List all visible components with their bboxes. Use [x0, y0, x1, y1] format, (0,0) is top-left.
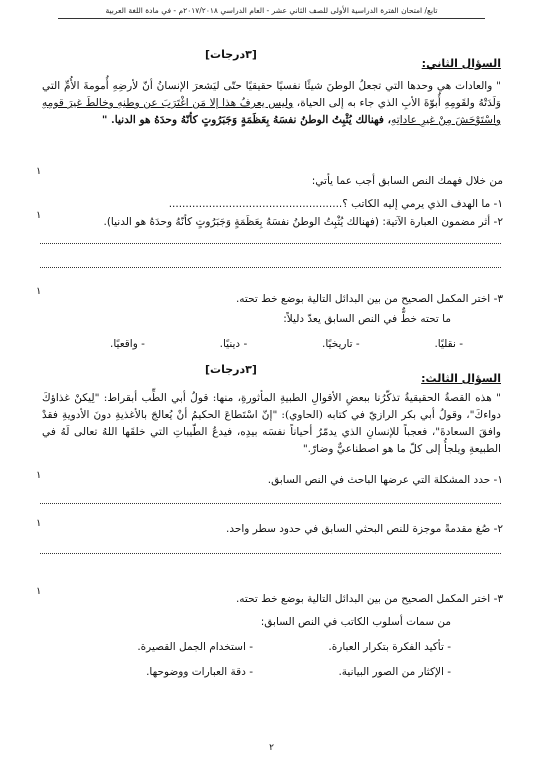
question-2-options	[110, 338, 463, 350]
question-2-item-3: ٣- اختر المكمل الصحيح من بين البدائل التالية بوضع خط تحته.	[235, 293, 503, 305]
item-1-mark: ١	[36, 166, 42, 177]
passage-2-underlined: وليس يعرفُ هذا إلا مَن اغْتَرَبَ عن وطنِهِ وخالطَ غيرَ قومِهِ واسْتَوْحَشَ مِنْ غيرِ عاداتِهِ	[42, 97, 501, 126]
question-2-passage	[42, 78, 501, 129]
page-number: ٢	[269, 743, 274, 753]
header-divider	[58, 18, 485, 19]
question-3-item-1: ١- حدد المشكلة التي عرضها الباحث في النص السابق.	[267, 474, 503, 486]
question-3-item-3-stem: من سمات أسلوب الكاتب في النص السابق:	[260, 616, 451, 628]
question-2-title: السؤال الثاني:	[421, 57, 501, 70]
question-3-title: السؤال الثالث:	[421, 372, 501, 385]
exam-header: تابع/ امتحان الفترة الدراسية الأولى للصف الثاني عشر - العام الدراسي ٢٠١٧/٢٠١٨م - في مادة اللغة العربية	[105, 6, 438, 15]
item-1-mark: ١	[36, 470, 42, 481]
answer-line[interactable]	[40, 243, 501, 244]
passage-2-part1: " والعادات هي وحدها التي تجعلُ الوطنَ شيئًا نفسيًا حقيقيًا حتّى ليَشعرَ الإنسانُ أنّ لأرضِهِ أُمومةَ الأُمِّ التي وَلَدَتْهُ ولقَومِهِ أُبوّةَ الأبِ الذي جاء به إلى الحياة،	[42, 80, 501, 109]
question-2-item-1	[169, 198, 503, 210]
question-2-marks: [٣درجات]	[205, 48, 257, 61]
option[interactable]: - نقليًا.	[434, 338, 463, 350]
question-3-passage: " هذه القصةُ الحقيقيةُ تذكّرُنا ببعضِ الأقوالِ الطبيةِ المأثورةِ، منها: قولُ أبي الطِّب أبقراط: "لِيكنْ غذاؤكَ دواءكَ"، وقولُ أبي بكر الرازيّ في كتابه (الحاوي): "إنّ اسْتَطاعَ الحكيمُ أنْ يُعالجَ بالأغذيةِ دونَ الأدويةِ فقدْ وافقَ السعادةَ"، فعجباً للإنسانِ الذي يدمّرُ أحياناً نفسَه بيدِه، فيدعُ الطّيباتِ التي خلقَها اللهُ تعالى لَهُ في الطبيعةِ ويلجأُ إلى كلّ ما هو اصطناعيٌّ وضارّ."	[42, 392, 501, 455]
item-3-mark: ١	[36, 586, 42, 597]
question-3-item-2: ٢- صُغ مقدمةً موجزة للنص البحثي السابق في حدود سطر واحد.	[226, 523, 503, 535]
question-2-intro: من خلال فهمك النص السابق أجب عما يأتي:	[311, 175, 503, 187]
question-3-marks: [٣درجات]	[205, 363, 257, 376]
item-2-mark: ١	[36, 518, 42, 529]
option[interactable]: - تأكيد الفكرة بتكرار العبارة.	[328, 641, 451, 653]
question-3-item-3: ٣- اختر المكمل الصحيح من بين البدائل التالية بوضع خط تحته.	[235, 593, 503, 605]
item-1-dots: ....................................................	[168, 198, 343, 210]
question-2-item-3-stem: ما تحته خطٌّ في النص السابق يعدّ دليلاً:	[283, 313, 451, 325]
option[interactable]: - الإكثار من الصور البيانية.	[338, 666, 451, 678]
option[interactable]: - دينيًا.	[219, 338, 248, 350]
item-3-mark: ١	[36, 286, 42, 297]
answer-line[interactable]	[40, 503, 501, 504]
option[interactable]: - تاريخيًا.	[321, 338, 360, 350]
answer-line[interactable]	[40, 553, 501, 554]
passage-2-part3: ، فهنالك يُثْبِتُ الوطنُ نفسَهُ بِعَظَمَةٍ وَجَبَرُوتٍ كأنّهُ وحدَهُ هو الدنيا. "	[101, 114, 392, 126]
item-2-mark: ١	[36, 210, 42, 221]
option[interactable]: - دقة العبارات ووضوحها.	[146, 666, 253, 678]
item-1-text: ١- ما الهدف الذي يرمي إليه الكاتب ؟	[342, 198, 503, 210]
answer-line[interactable]	[40, 267, 501, 268]
option[interactable]: - واقعيًا.	[110, 338, 145, 350]
option[interactable]: - استخدام الجمل القصيرة.	[137, 641, 253, 653]
question-2-item-2: ٢- أثر مضمون العبارة الآتية: (فهنالك يُثْبِتُ الوطنُ نفسَهُ بِعَظَمَةٍ وَجَبَرُوتٍ كأنّهُ وحدَهُ هو الدنيا).	[103, 216, 503, 228]
